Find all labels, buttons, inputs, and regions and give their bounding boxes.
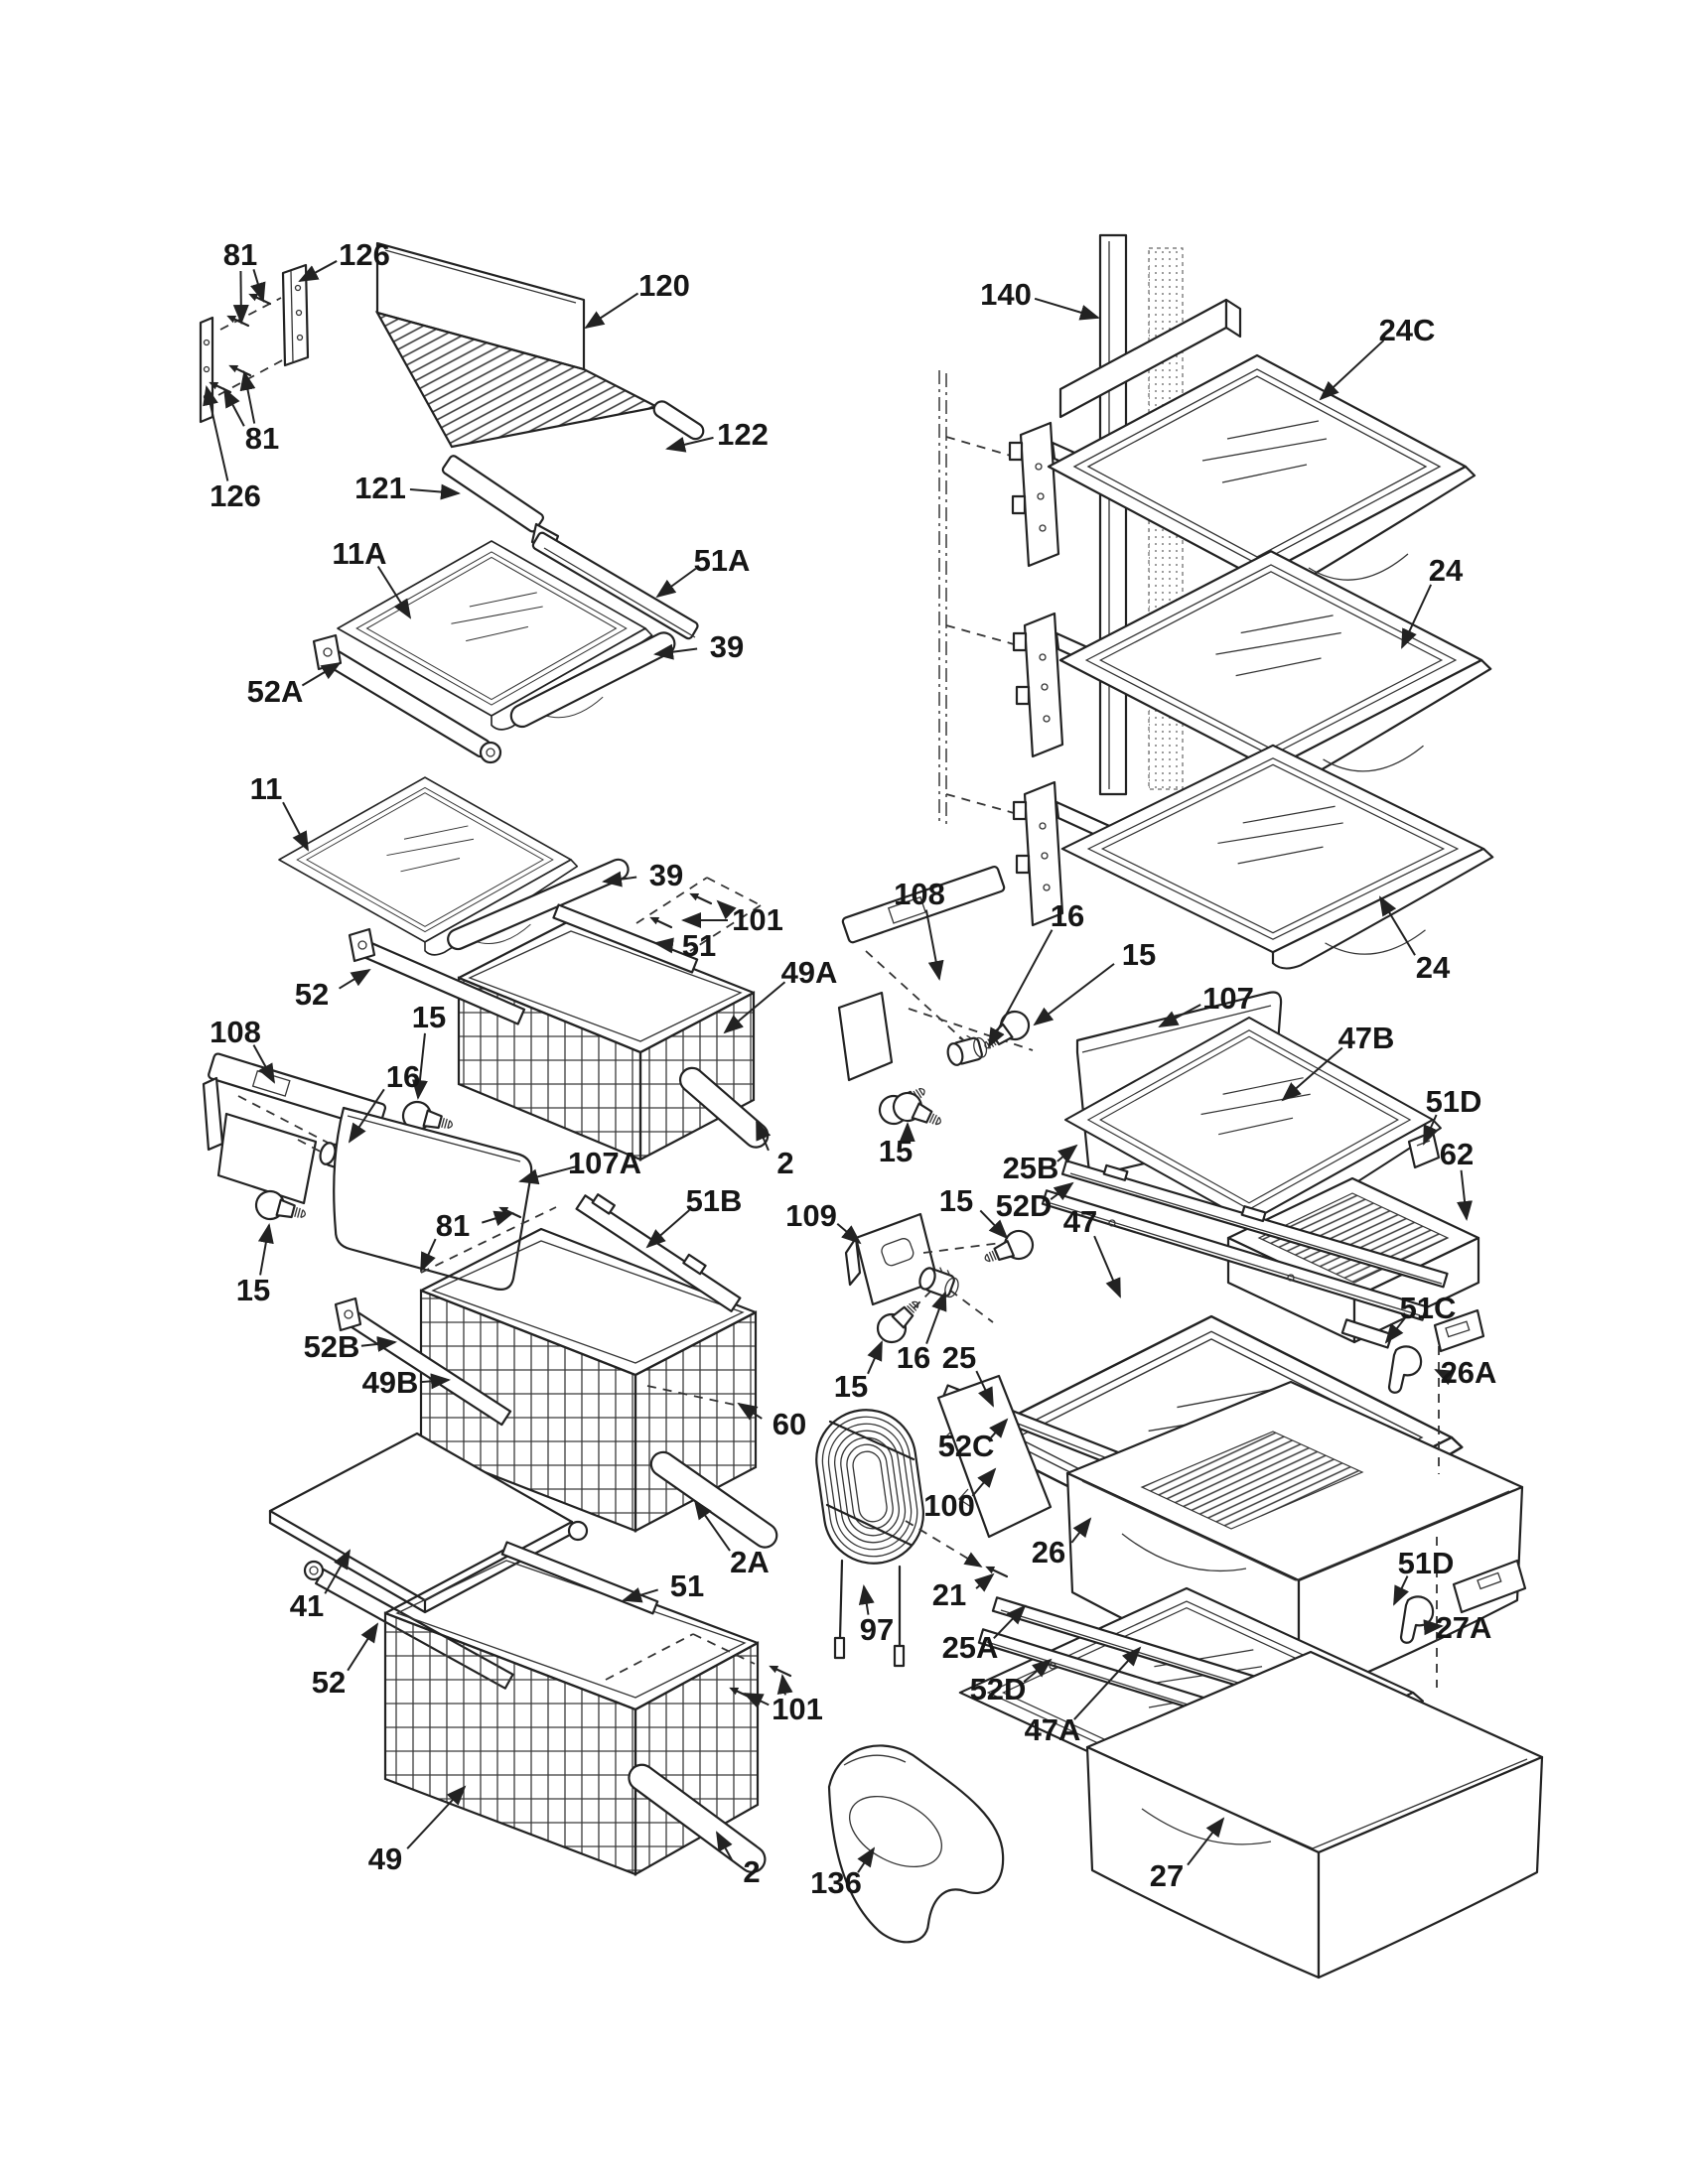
- part-label-39-9: 39: [709, 629, 745, 664]
- leader-line-81: [240, 271, 241, 323]
- mount-brackets-81-126: [201, 265, 308, 422]
- part-label-21-43: 21: [931, 1577, 967, 1612]
- part-label-49B-26: 49B: [361, 1365, 419, 1400]
- part-label-101-13: 101: [732, 902, 783, 937]
- part-label-16-56: 16: [1050, 898, 1085, 933]
- part-label-49-39: 49: [367, 1842, 403, 1876]
- part-label-2A-34: 2A: [730, 1545, 770, 1579]
- part-label-126-6: 126: [210, 478, 261, 513]
- part-label-51-35: 51: [669, 1569, 705, 1603]
- part-label-51C-65: 51C: [1399, 1291, 1457, 1325]
- part-label-136-41: 136: [810, 1865, 862, 1900]
- part-label-107-58: 107: [1202, 981, 1254, 1016]
- part-label-39-12: 39: [648, 858, 684, 892]
- part-label-26A-66: 26A: [1440, 1355, 1497, 1390]
- part-label-51D-67: 51D: [1397, 1546, 1455, 1580]
- bulb-15-middle-top: [889, 1088, 946, 1135]
- part-label-15-57: 15: [1121, 937, 1157, 972]
- part-label-52A-10: 52A: [246, 674, 304, 709]
- leader-line-108: [926, 910, 939, 979]
- part-label-15-24: 15: [235, 1273, 271, 1307]
- part-label-2-21: 2: [776, 1146, 794, 1180]
- trim-122: [651, 398, 707, 442]
- part-label-41-36: 41: [289, 1588, 325, 1623]
- leader-line-26A: [1436, 1370, 1439, 1372]
- part-label-81-22: 81: [435, 1208, 471, 1243]
- leader-line-16: [926, 1293, 945, 1344]
- part-label-11-11: 11: [249, 771, 283, 806]
- part-label-2-40: 2: [743, 1854, 761, 1889]
- part-label-25B-62: 25B: [1002, 1151, 1059, 1185]
- leader-line-25B: [1057, 1146, 1076, 1161]
- leader-line-126: [207, 387, 227, 481]
- part-label-109-27: 109: [785, 1198, 837, 1233]
- part-label-15-28: 15: [878, 1134, 914, 1168]
- leader-line-51A: [657, 569, 696, 597]
- leader-line-47: [1094, 1236, 1120, 1297]
- shelf-24-bottom: [1014, 746, 1492, 969]
- wire-basket-49: [385, 1542, 792, 1877]
- part-label-52-37: 52: [311, 1665, 347, 1700]
- bulb-15-middle-right: [980, 1227, 1037, 1273]
- hook-26A: [1389, 1346, 1421, 1392]
- leader-line-120: [586, 294, 638, 328]
- screw-21: [984, 1563, 1009, 1579]
- leader-line-122: [667, 438, 713, 449]
- part-label-24C-52: 24C: [1378, 313, 1436, 347]
- leader-line-15: [1035, 964, 1114, 1024]
- part-label-16-30: 16: [896, 1340, 931, 1375]
- part-label-49A-15: 49A: [780, 955, 838, 990]
- part-label-51A-8: 51A: [693, 543, 751, 578]
- part-label-100-45: 100: [923, 1488, 975, 1523]
- part-label-52D-63: 52D: [995, 1188, 1053, 1223]
- part-label-81-0: 81: [222, 237, 258, 272]
- part-label-52B-25: 52B: [303, 1329, 360, 1364]
- part-label-27-50: 27: [1149, 1858, 1185, 1893]
- leader-line-24C: [1321, 341, 1383, 399]
- part-label-51D-60: 51D: [1425, 1084, 1482, 1119]
- part-label-27A-68: 27A: [1435, 1610, 1492, 1645]
- leader-line-15: [868, 1342, 882, 1374]
- leader-line-15: [260, 1225, 269, 1275]
- part-label-15-17: 15: [411, 1000, 447, 1034]
- part-label-120-2: 120: [638, 268, 690, 303]
- air-duct-136: [829, 1745, 1003, 1942]
- part-label-122-3: 122: [717, 417, 769, 452]
- leader-line-21: [976, 1574, 993, 1588]
- part-label-25-31: 25: [941, 1340, 977, 1375]
- part-label-26-46: 26: [1031, 1535, 1066, 1570]
- part-label-81-5: 81: [244, 421, 280, 456]
- part-label-140-51: 140: [980, 277, 1032, 312]
- part-label-101-38: 101: [772, 1692, 823, 1726]
- part-label-108-18: 108: [210, 1015, 261, 1049]
- part-label-24-54: 24: [1415, 950, 1451, 985]
- leader-line-109: [837, 1224, 860, 1243]
- part-label-47B-59: 47B: [1337, 1021, 1395, 1055]
- leader-line-81: [244, 372, 254, 424]
- light-lens-107A: [334, 1108, 531, 1290]
- part-label-16-19: 16: [385, 1059, 421, 1094]
- leader-line-97: [864, 1586, 868, 1615]
- part-label-97-42: 97: [859, 1612, 895, 1647]
- leader-line-121: [410, 489, 459, 493]
- leader-line-140: [1035, 299, 1098, 318]
- leader-line-81: [224, 389, 244, 426]
- leader-line-52: [340, 970, 369, 989]
- part-label-52C-44: 52C: [937, 1429, 995, 1463]
- leader-line-11: [283, 802, 308, 850]
- part-label-47A-49: 47A: [1024, 1712, 1081, 1747]
- part-label-52D-48: 52D: [969, 1672, 1027, 1706]
- rail-51: [553, 904, 697, 972]
- part-label-107A-20: 107A: [567, 1146, 642, 1180]
- part-label-25A-47: 25A: [941, 1630, 999, 1665]
- rail-51-lower: [502, 1542, 657, 1613]
- shelf-24-middle: [1014, 551, 1490, 786]
- leader-line-62: [1462, 1170, 1467, 1219]
- leader-line-51B: [647, 1210, 689, 1247]
- part-label-24-53: 24: [1428, 553, 1464, 588]
- leader-line-52: [348, 1624, 377, 1671]
- part-label-62-61: 62: [1439, 1137, 1475, 1171]
- part-label-15-32: 15: [833, 1369, 869, 1404]
- part-label-126-1: 126: [339, 237, 390, 272]
- part-label-121-4: 121: [354, 471, 406, 505]
- part-label-47-64: 47: [1062, 1204, 1098, 1239]
- part-label-60-33: 60: [772, 1407, 807, 1441]
- part-label-52-16: 52: [294, 977, 330, 1012]
- part-label-51B-23: 51B: [685, 1183, 743, 1218]
- part-label-15-29: 15: [938, 1183, 974, 1218]
- leader-line-101: [718, 901, 731, 913]
- part-label-51-14: 51: [681, 928, 717, 963]
- part-label-11A-7: 11A: [332, 536, 387, 571]
- lamp-socket-16-right: [944, 1031, 988, 1066]
- part-label-108-55: 108: [894, 877, 945, 911]
